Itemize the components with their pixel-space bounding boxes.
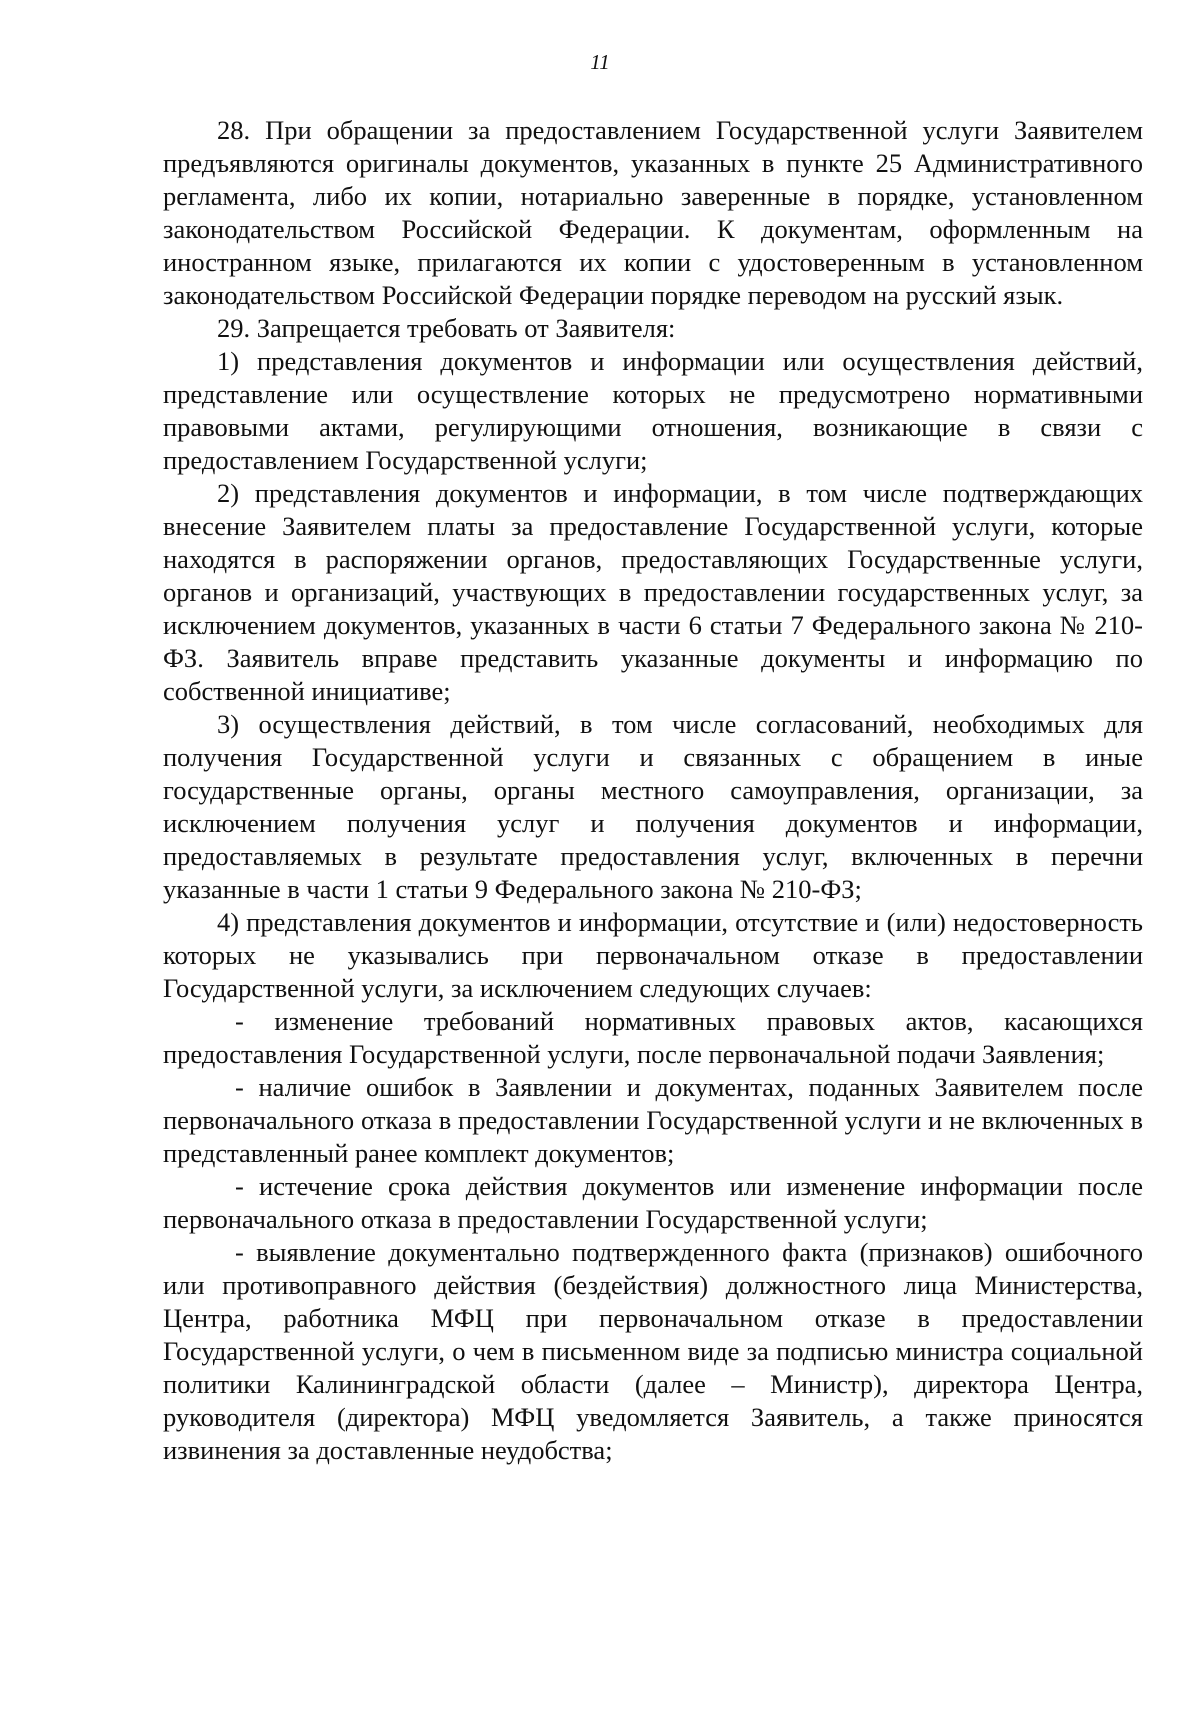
page-number: 11	[590, 50, 610, 74]
dash-item-regulation-change: - изменение требований нормативных правовых актов, касающихся предоставления Государственной услуги, после первоначальной подачи Заявления;	[163, 1006, 1143, 1069]
list-item-4: 4) представления документов и информации, отсутствие и (или) недостоверность которых не указывались при первоначальном отказе в предоставлении Государственной услуги, за исключением следующих случаев:	[163, 907, 1143, 1003]
document-body	[163, 114, 1143, 1467]
dash-item-errors: - наличие ошибок в Заявлении и документах, поданных Заявителем после первоначального отказа в предоставлении Государственной услуги и не включенных в представленный ранее комплект документов;	[163, 1072, 1143, 1168]
paragraph-29: 29. Запрещается требовать от Заявителя:	[217, 313, 676, 343]
dash-item-official-error: - выявление документально подтвержденного факта (признаков) ошибочного или противоправного действия (бездействия) должностного лица Министерства, Центра, работника МФЦ при первоначальном отказе в предоставлении Государственной услуги, о чем в письменном виде за подписью министра социальной политики Калининградской области (далее – Министр), директора Центра, руководителя (директора) МФЦ уведомляется Заявитель, а также приносятся извинения за доставленные неудобства;	[163, 1237, 1143, 1465]
paragraph-28: 28. При обращении за предоставлением Государственной услуги Заявителем предъявляются оригиналы документов, указанных в пункте 25 Административного регламента, либо их копии, нотариально заверенные в порядке, установленном законодательством Российской Федерации. К документам, оформленным на иностранном языке, прилагаются их копии с удостоверенным в установленном законодательством Российской Федерации порядке переводом на русский язык.	[163, 115, 1143, 310]
list-item-2: 2) представления документов и информации, в том числе подтверждающих внесение Заявителем платы за предоставление Государственной услуги, которые находятся в распоряжении органов, предоставляющих Государственные услуги, органов и организаций, участвующих в предоставлении государственных услуг, за исключением документов, указанных в части 6 статьи 7 Федерального закона № 210-ФЗ. Заявитель вправе представить указанные документы и информацию по собственной инициативе;	[163, 478, 1143, 706]
dash-item-expiry: - истечение срока действия документов или изменение информации после первоначального отказа в предоставлении Государственной услуги;	[163, 1171, 1143, 1234]
list-item-1: 1) представления документов и информации или осуществления действий, представление или осуществление которых не предусмотрено нормативными правовыми актами, регулирующими отношения, возникающие в связи с предоставлением Государственной услуги;	[163, 346, 1143, 475]
list-item-3: 3) осуществления действий, в том числе согласований, необходимых для получения Государственной услуги и связанных с обращением в иные государственные органы, органы местного самоуправления, организации, за исключением получения услуг и получения документов и информации, предоставляемых в результате предоставления услуг, включенных в перечни указанные в части 1 статьи 9 Федерального закона № 210-ФЗ;	[163, 709, 1143, 904]
